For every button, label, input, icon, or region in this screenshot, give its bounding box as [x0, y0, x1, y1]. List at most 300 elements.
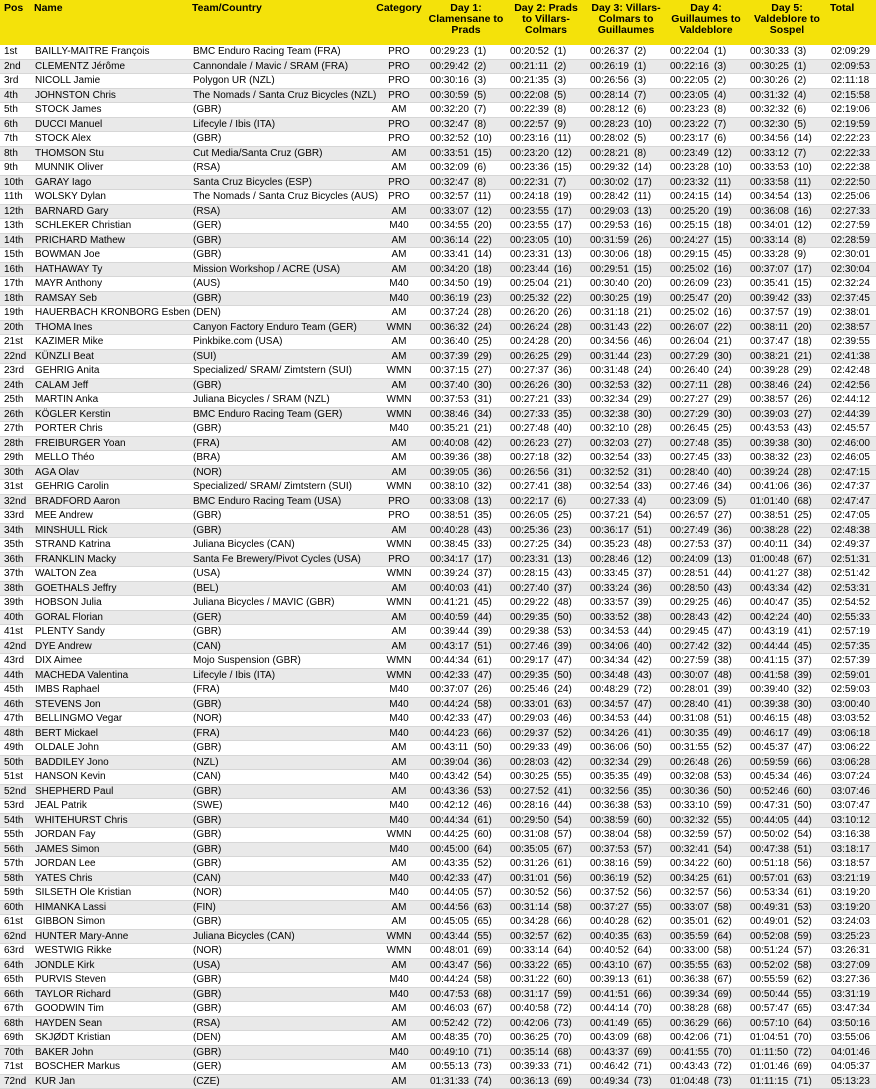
stage-rank: (62) — [794, 974, 812, 986]
stage-rank: (6) — [554, 495, 567, 507]
stage-rank: (17) — [554, 205, 572, 217]
stage-time: 00:30:52 — [510, 887, 549, 899]
category-cell: AM — [372, 1016, 426, 1031]
stage-rank: (15) — [634, 263, 652, 275]
stage-rank: (57) — [554, 829, 572, 841]
stage-rank: (70) — [554, 1032, 572, 1044]
day2-cell — [506, 610, 586, 625]
pos-cell: 43rd — [0, 654, 32, 669]
category-cell: WMN — [372, 480, 426, 495]
stage-rank: (22) — [474, 234, 492, 246]
stage-time: 00:46:03 — [430, 1003, 469, 1015]
stage-rank: (71) — [554, 1061, 572, 1073]
day5-cell — [746, 233, 828, 248]
name-cell: GEHRIG Anita — [32, 364, 190, 379]
stage-time: 00:26:45 — [670, 423, 709, 435]
stage-rank: (29) — [634, 394, 652, 406]
total-cell: 04:05:37 — [828, 1060, 876, 1075]
day3-cell — [586, 610, 666, 625]
category-cell: WMN — [372, 407, 426, 422]
stage-time: 00:44:25 — [430, 829, 469, 841]
day1-cell — [426, 639, 506, 654]
name-cell: BADDILEY Jono — [32, 755, 190, 770]
team-cell: Santa Fe Brewery/Pivot Cycles (USA) — [190, 552, 372, 567]
day1-cell — [426, 74, 506, 89]
stage-rank: (57) — [474, 887, 492, 899]
day1-cell — [426, 204, 506, 219]
stage-time: 00:38:51 — [750, 510, 789, 522]
day3-cell — [586, 277, 666, 292]
category-cell: PRO — [372, 88, 426, 103]
day5-cell — [746, 581, 828, 596]
stage-time: 00:29:35 — [510, 669, 549, 681]
table-row — [0, 683, 876, 698]
stage-rank: (46) — [474, 800, 492, 812]
day5-cell — [746, 451, 828, 466]
stage-time: 00:34:06 — [590, 640, 629, 652]
total-cell: 02:44:12 — [828, 393, 876, 408]
day5-cell — [746, 132, 828, 147]
stage-rank: (21) — [554, 278, 572, 290]
stage-time: 00:27:45 — [670, 452, 709, 464]
stage-rank: (18) — [714, 220, 732, 232]
total-cell: 05:13:23 — [828, 1074, 876, 1089]
stage-time: 00:34:54 — [750, 191, 789, 203]
day2-cell — [506, 132, 586, 147]
day1-cell — [426, 494, 506, 509]
stage-rank: (74) — [474, 1075, 492, 1087]
stage-rank: (71) — [714, 1032, 732, 1044]
name-cell: WHITEHURST Chris — [32, 813, 190, 828]
day4-cell — [666, 1074, 746, 1089]
stage-time: 00:25:15 — [670, 220, 709, 232]
team-cell: (NOR) — [190, 465, 372, 480]
day3-cell — [586, 625, 666, 640]
team-cell: (GBR) — [190, 973, 372, 988]
stage-time: 00:57:10 — [750, 1017, 789, 1029]
pos-cell: 25th — [0, 393, 32, 408]
stage-time: 00:33:53 — [750, 162, 789, 174]
day2-cell — [506, 1045, 586, 1060]
total-cell: 03:21:19 — [828, 871, 876, 886]
day1-cell — [426, 436, 506, 451]
stage-rank: (29) — [794, 365, 812, 377]
stage-time: 00:39:04 — [430, 756, 469, 768]
total-cell: 03:31:19 — [828, 987, 876, 1002]
stage-time: 00:29:33 — [510, 742, 549, 754]
total-cell: 03:25:23 — [828, 929, 876, 944]
team-cell: (NZL) — [190, 755, 372, 770]
table-row — [0, 393, 876, 408]
team-cell: (GBR) — [190, 915, 372, 930]
header-day1: Day 1: Clamensane to Prads — [426, 0, 506, 45]
category-cell: AM — [372, 755, 426, 770]
stage-rank: (24) — [714, 365, 732, 377]
day4-cell — [666, 654, 746, 669]
stage-time: 00:32:34 — [590, 756, 629, 768]
stage-time: 00:23:23 — [670, 104, 709, 116]
stage-time: 00:31:08 — [670, 713, 709, 725]
pos-cell: 60th — [0, 900, 32, 915]
day1-cell — [426, 944, 506, 959]
stage-rank: (42) — [474, 437, 492, 449]
category-cell: M40 — [372, 770, 426, 785]
stage-rank: (10) — [794, 162, 812, 174]
stage-time: 00:29:32 — [590, 162, 629, 174]
stage-rank: (16) — [634, 220, 652, 232]
stage-rank: (32) — [634, 379, 652, 391]
stage-rank: (30) — [634, 408, 652, 420]
day2-cell — [506, 262, 586, 277]
table-row — [0, 204, 876, 219]
day4-cell — [666, 610, 746, 625]
day3-cell — [586, 204, 666, 219]
day4-cell — [666, 436, 746, 451]
day5-cell — [746, 915, 828, 930]
pos-cell: 47th — [0, 712, 32, 727]
stage-rank: (28) — [794, 466, 812, 478]
category-cell: PRO — [372, 132, 426, 147]
stage-time: 00:38:11 — [750, 321, 789, 333]
stage-rank: (16) — [794, 205, 812, 217]
day4-cell — [666, 712, 746, 727]
day5-cell — [746, 944, 828, 959]
stage-rank: (50) — [554, 611, 572, 623]
total-cell: 02:57:35 — [828, 639, 876, 654]
stage-time: 00:37:53 — [430, 394, 469, 406]
team-cell: (GBR) — [190, 103, 372, 118]
header-day5: Day 5: Valdeblore to Sospel — [746, 0, 828, 45]
pos-cell: 50th — [0, 755, 32, 770]
team-cell: Juliana Bicycles / SRAM (NZL) — [190, 393, 372, 408]
day1-cell — [426, 567, 506, 582]
stage-rank: (18) — [634, 249, 652, 261]
day5-cell — [746, 364, 828, 379]
table-row — [0, 552, 876, 567]
total-cell: 03:06:18 — [828, 726, 876, 741]
day4-cell — [666, 74, 746, 89]
total-cell: 02:15:58 — [828, 88, 876, 103]
name-cell: PURVIS Steven — [32, 973, 190, 988]
stage-rank: (31) — [554, 466, 572, 478]
stage-rank: (70) — [714, 1046, 732, 1058]
stage-time: 00:39:36 — [430, 452, 469, 464]
team-cell: The Nomads / Santa Cruz Bicycles (AUS) — [190, 190, 372, 205]
name-cell: BARNARD Gary — [32, 204, 190, 219]
name-cell: STOCK Alex — [32, 132, 190, 147]
day5-cell — [746, 393, 828, 408]
stage-time: 00:42:33 — [430, 713, 469, 725]
day1-cell — [426, 958, 506, 973]
stage-rank: (68) — [474, 988, 492, 1000]
stage-rank: (59) — [554, 988, 572, 1000]
day4-cell — [666, 784, 746, 799]
stage-time: 00:28:40 — [670, 466, 709, 478]
stage-time: 00:30:36 — [670, 785, 709, 797]
stage-rank: (67) — [794, 553, 812, 565]
total-cell: 02:09:29 — [828, 45, 876, 59]
day1-cell — [426, 726, 506, 741]
total-cell: 02:42:56 — [828, 378, 876, 393]
stage-time: 00:46:15 — [750, 713, 789, 725]
stage-time: 00:41:58 — [750, 669, 789, 681]
day3-cell — [586, 175, 666, 190]
day3-cell — [586, 741, 666, 756]
stage-rank: (19) — [714, 205, 732, 217]
day1-cell — [426, 712, 506, 727]
stage-time: 00:34:56 — [590, 336, 629, 348]
stage-time: 00:39:24 — [750, 466, 789, 478]
day3-cell — [586, 828, 666, 843]
stage-rank: (22) — [714, 321, 732, 333]
table-row — [0, 987, 876, 1002]
pos-cell: 4th — [0, 88, 32, 103]
stage-rank: (65) — [554, 959, 572, 971]
stage-time: 00:36:17 — [590, 524, 629, 536]
category-cell: AM — [372, 1002, 426, 1017]
stage-time: 00:31:14 — [510, 901, 549, 913]
stage-time: 00:39:40 — [750, 684, 789, 696]
stage-time: 00:33:45 — [590, 568, 629, 580]
stage-time: 00:25:32 — [510, 292, 549, 304]
stage-rank: (18) — [794, 336, 812, 348]
stage-rank: (39) — [474, 626, 492, 638]
stage-time: 00:29:53 — [590, 220, 629, 232]
category-cell: AM — [372, 581, 426, 596]
day1-cell — [426, 175, 506, 190]
team-cell: (CAN) — [190, 871, 372, 886]
stage-rank: (53) — [794, 901, 812, 913]
day2-cell — [506, 190, 586, 205]
day3-cell — [586, 770, 666, 785]
stage-time: 00:30:35 — [670, 727, 709, 739]
stage-rank: (1) — [634, 60, 647, 72]
stage-time: 00:40:28 — [590, 916, 629, 928]
stage-time: 00:23:05 — [510, 234, 549, 246]
stage-time: 00:27:46 — [510, 640, 549, 652]
stage-rank: (65) — [474, 916, 492, 928]
day1-cell — [426, 596, 506, 611]
total-cell: 02:55:33 — [828, 610, 876, 625]
team-cell: (CAN) — [190, 639, 372, 654]
day4-cell — [666, 1031, 746, 1046]
stage-time: 00:49:34 — [590, 1075, 629, 1087]
name-cell: HOBSON Julia — [32, 596, 190, 611]
stage-time: 00:26:40 — [670, 365, 709, 377]
stage-time: 00:42:06 — [510, 1017, 549, 1029]
team-cell: (GER) — [190, 1060, 372, 1075]
category-cell: AM — [372, 349, 426, 364]
stage-rank: (22) — [554, 292, 572, 304]
stage-time: 00:27:25 — [510, 539, 549, 551]
day4-cell — [666, 842, 746, 857]
stage-time: 00:28:43 — [670, 611, 709, 623]
stage-rank: (10) — [714, 162, 732, 174]
stage-rank: (40) — [714, 466, 732, 478]
stage-rank: (14) — [634, 162, 652, 174]
pos-cell: 62nd — [0, 929, 32, 944]
stage-time: 00:27:40 — [510, 582, 549, 594]
day5-cell — [746, 175, 828, 190]
pos-cell: 63rd — [0, 944, 32, 959]
stage-time: 00:28:03 — [510, 756, 549, 768]
stage-time: 00:48:29 — [590, 684, 629, 696]
day2-cell — [506, 306, 586, 321]
day4-cell — [666, 422, 746, 437]
category-cell: WMN — [372, 538, 426, 553]
pos-cell: 30th — [0, 465, 32, 480]
stage-rank: (8) — [634, 147, 647, 159]
table-row — [0, 306, 876, 321]
stage-rank: (48) — [794, 713, 812, 725]
stage-rank: (72) — [634, 684, 652, 696]
stage-time: 00:27:37 — [510, 365, 549, 377]
team-cell: Juliana Bicycles / MAVIC (GBR) — [190, 596, 372, 611]
total-cell: 03:50:16 — [828, 1016, 876, 1031]
total-cell: 02:41:38 — [828, 349, 876, 364]
team-cell: Specialized/ SRAM/ Zimtstern (SUI) — [190, 364, 372, 379]
day2-cell — [506, 291, 586, 306]
category-cell: PRO — [372, 509, 426, 524]
stage-rank: (14) — [714, 191, 732, 203]
pos-cell: 28th — [0, 436, 32, 451]
day4-cell — [666, 625, 746, 640]
day4-cell — [666, 552, 746, 567]
day3-cell — [586, 871, 666, 886]
stage-rank: (27) — [474, 365, 492, 377]
stage-rank: (6) — [714, 133, 727, 145]
pos-cell: 24th — [0, 378, 32, 393]
stage-rank: (49) — [714, 727, 732, 739]
stage-rank: (47) — [474, 713, 492, 725]
category-cell: PRO — [372, 45, 426, 59]
stage-rank: (36) — [794, 481, 812, 493]
day3-cell — [586, 320, 666, 335]
day2-cell — [506, 1074, 586, 1089]
team-cell: Juliana Bicycles (CAN) — [190, 538, 372, 553]
stage-rank: (5) — [554, 89, 567, 101]
day2-cell — [506, 712, 586, 727]
stage-time: 00:29:51 — [590, 263, 629, 275]
stage-time: 00:29:03 — [510, 713, 549, 725]
stage-time: 00:31:43 — [590, 321, 629, 333]
day5-cell — [746, 204, 828, 219]
stage-time: 00:27:46 — [670, 481, 709, 493]
total-cell: 02:47:05 — [828, 509, 876, 524]
day5-cell — [746, 784, 828, 799]
day4-cell — [666, 393, 746, 408]
team-cell: (CZE) — [190, 1074, 372, 1089]
table-row — [0, 523, 876, 538]
stage-rank: (30) — [554, 379, 572, 391]
total-cell: 03:03:52 — [828, 712, 876, 727]
day2-cell — [506, 494, 586, 509]
stage-rank: (58) — [634, 829, 652, 841]
table-row — [0, 726, 876, 741]
stage-rank: (8) — [474, 118, 487, 130]
day1-cell — [426, 393, 506, 408]
stage-time: 00:32:38 — [590, 408, 629, 420]
category-cell: AM — [372, 958, 426, 973]
stage-rank: (31) — [474, 394, 492, 406]
day3-cell — [586, 465, 666, 480]
day5-cell — [746, 291, 828, 306]
stage-time: 00:44:14 — [590, 1003, 629, 1015]
pos-cell: 70th — [0, 1045, 32, 1060]
day2-cell — [506, 1002, 586, 1017]
stage-time: 00:30:16 — [430, 75, 469, 87]
pos-cell: 58th — [0, 871, 32, 886]
day1-cell — [426, 654, 506, 669]
total-cell: 02:59:01 — [828, 668, 876, 683]
day5-cell — [746, 436, 828, 451]
table-row — [0, 219, 876, 234]
stage-time: 00:43:47 — [430, 959, 469, 971]
stage-time: 00:39:28 — [750, 365, 789, 377]
total-cell: 03:27:09 — [828, 958, 876, 973]
stage-time: 01:01:46 — [750, 1061, 789, 1073]
stage-rank: (3) — [554, 75, 567, 87]
stage-time: 00:31:22 — [510, 974, 549, 986]
stage-rank: (23) — [634, 350, 652, 362]
total-cell: 02:22:23 — [828, 132, 876, 147]
stage-rank: (42) — [714, 611, 732, 623]
stage-rank: (26) — [794, 394, 812, 406]
stage-rank: (54) — [554, 814, 572, 826]
stage-time: 00:40:59 — [430, 611, 469, 623]
stage-time: 00:34:50 — [430, 278, 469, 290]
day5-cell — [746, 378, 828, 393]
total-cell: 03:18:17 — [828, 842, 876, 857]
day3-cell — [586, 639, 666, 654]
stage-rank: (66) — [714, 1017, 732, 1029]
stage-time: 00:28:51 — [670, 568, 709, 580]
stage-rank: (26) — [554, 307, 572, 319]
team-cell: Polygon UR (NZL) — [190, 74, 372, 89]
stage-time: 00:34:53 — [590, 626, 629, 638]
stage-time: 00:29:22 — [510, 597, 549, 609]
day2-cell — [506, 654, 586, 669]
pos-cell: 3rd — [0, 74, 32, 89]
day1-cell — [426, 610, 506, 625]
category-cell: AM — [372, 233, 426, 248]
stage-time: 00:37:53 — [590, 843, 629, 855]
stage-rank: (44) — [474, 611, 492, 623]
stage-time: 00:34:17 — [430, 553, 469, 565]
stage-rank: (23) — [794, 452, 812, 464]
stage-time: 00:27:18 — [510, 452, 549, 464]
table-row — [0, 944, 876, 959]
team-cell: (GBR) — [190, 857, 372, 872]
stage-time: 00:39:38 — [750, 698, 789, 710]
stage-time: 00:23:49 — [670, 147, 709, 159]
stage-time: 00:37:07 — [750, 263, 789, 275]
stage-time: 00:27:41 — [510, 481, 549, 493]
day2-cell — [506, 567, 586, 582]
stage-rank: (28) — [554, 321, 572, 333]
total-cell: 04:01:46 — [828, 1045, 876, 1060]
stage-time: 00:33:10 — [670, 800, 709, 812]
stage-time: 00:43:10 — [590, 959, 629, 971]
table-row — [0, 770, 876, 785]
table-row — [0, 842, 876, 857]
category-cell: AM — [372, 1074, 426, 1089]
day3-cell — [586, 262, 666, 277]
stage-time: 00:31:18 — [590, 307, 629, 319]
stage-time: 00:32:32 — [750, 104, 789, 116]
day4-cell — [666, 407, 746, 422]
category-cell: AM — [372, 146, 426, 161]
